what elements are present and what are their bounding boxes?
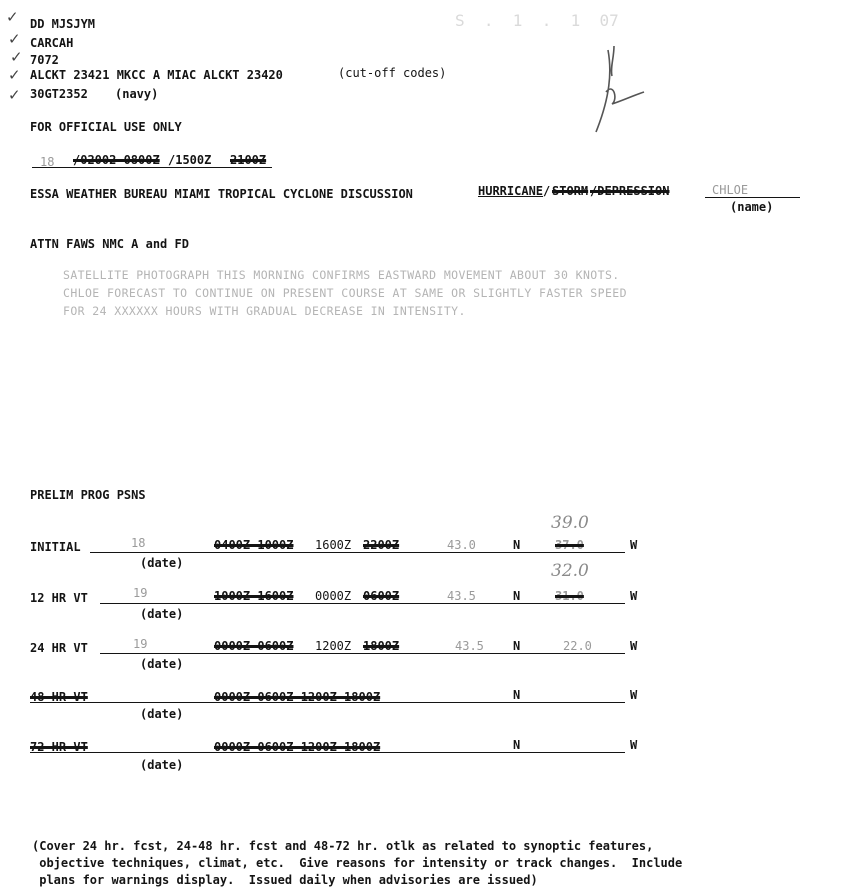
time-underline xyxy=(32,167,272,168)
row-label-12hr: 12 HR VT xyxy=(30,591,88,605)
row-underline-72hr xyxy=(30,752,625,753)
storm-name: CHLOE xyxy=(712,183,749,197)
faint-date-stamp: S . 1 . 1 07 xyxy=(455,11,619,30)
row-lon-hand-initial: 39.0 xyxy=(551,513,589,533)
row-time-24hr: 1200Z xyxy=(315,639,352,653)
row-times-72hr: 0000Z 0600Z 1200Z 1800Z xyxy=(214,740,381,754)
discussion-body-line-2: CHLOE FORECAST TO CONTINUE ON PRESENT COURSE AT SAME OR SLIGHTLY FASTER SPEED xyxy=(63,286,627,300)
row-label-24hr: 24 HR VT xyxy=(30,641,88,655)
type-depression: /DEPRESSION xyxy=(590,184,670,198)
row-lon-struck-12hr: 31.0 xyxy=(555,589,584,603)
row-date-24hr: 19 xyxy=(133,637,148,651)
row-label-72hr: 72 HR VT xyxy=(30,740,88,754)
row-times-struck-a-initial: 0400Z 1000Z xyxy=(214,538,294,552)
row-date-label-12hr: (date) xyxy=(140,607,184,621)
routing-line-2: CARCAH xyxy=(30,36,74,50)
attn-line: ATTN FAWS NMC A and FD xyxy=(30,237,189,251)
row-w-12hr: W xyxy=(630,589,638,603)
row-date-label-72hr: (date) xyxy=(140,758,184,772)
row-w-initial: W xyxy=(630,538,638,552)
handwritten-signature-icon xyxy=(588,42,648,142)
row-n-48hr: N xyxy=(513,688,521,702)
footer-line-1: (Cover 24 hr. fcst, 24-48 hr. fcst and 48-72 hr. otlk as related to synoptic features, xyxy=(32,839,654,853)
struck-times-a: /02002-0800Z xyxy=(73,153,160,167)
routing-line-5: 30GT2352 xyxy=(30,87,88,101)
name-underline xyxy=(705,197,800,198)
discussion-body-line-1: SATELLITE PHOTOGRAPH THIS MORNING CONFIRMS EASTWARD MOVEMENT ABOUT 30 KNOTS. xyxy=(63,268,620,282)
row-label-initial: INITIAL xyxy=(30,540,81,554)
row-underline-24hr xyxy=(100,653,625,654)
discussion-day: 18 xyxy=(40,155,55,169)
footer-line-3: plans for warnings display. Issued daily when advisories are issued) xyxy=(32,873,538,887)
type-slash: / xyxy=(543,184,551,198)
row-lat-24hr: 43.5 xyxy=(455,639,484,653)
issue-time: /1500Z xyxy=(168,153,212,167)
row-lon-hand-24hr: 22.0 xyxy=(563,639,592,653)
type-storm: STORM xyxy=(552,184,589,198)
type-hurricane: HURRICANE xyxy=(478,184,544,198)
footer-line-2: objective techniques, climat, etc. Give reasons for intensity or track changes. Include xyxy=(32,856,683,870)
row-lat-12hr: 43.5 xyxy=(447,589,476,603)
check-mark-icon: ✓ xyxy=(8,30,21,48)
cutoff-codes-note: (cut-off codes) xyxy=(338,66,447,80)
row-time-12hr: 0000Z xyxy=(315,589,352,603)
row-time-initial: 1600Z xyxy=(315,538,352,552)
row-n-initial: N xyxy=(513,538,521,552)
row-times-48hr: 0000Z 0600Z 1200Z 1800Z xyxy=(214,690,381,704)
routing-line-1: DD MJSJYM xyxy=(30,17,96,31)
row-times-struck-b-24hr: 1800Z xyxy=(363,639,400,653)
struck-times-b: 2100Z xyxy=(230,153,267,167)
row-w-24hr: W xyxy=(630,639,638,653)
row-n-24hr: N xyxy=(513,639,521,653)
row-times-struck-a-24hr: 0000Z 0600Z xyxy=(214,639,294,653)
navy-note: (navy) xyxy=(115,87,159,101)
check-mark-icon: ✓ xyxy=(6,8,19,26)
discussion-body-line-3: FOR 24 XXXXXX HOURS WITH GRADUAL DECREASE IN INTENSITY. xyxy=(63,304,466,318)
prelim-heading: PRELIM PROG PSNS xyxy=(30,488,146,502)
name-label: (name) xyxy=(730,200,774,214)
check-mark-icon: ✓ xyxy=(10,48,23,66)
row-date-label-24hr: (date) xyxy=(140,657,184,671)
row-date-label-initial: (date) xyxy=(140,556,184,570)
row-n-12hr: N xyxy=(513,589,521,603)
row-underline-initial xyxy=(90,552,625,553)
row-times-struck-b-12hr: 0600Z xyxy=(363,589,400,603)
discussion-header: ESSA WEATHER BUREAU MIAMI TROPICAL CYCLONE DISCUSSION xyxy=(30,187,413,201)
check-mark-icon: ✓ xyxy=(8,66,21,84)
row-times-struck-b-initial: 2200Z xyxy=(363,538,400,552)
row-w-72hr: W xyxy=(630,738,638,752)
row-w-48hr: W xyxy=(630,688,638,702)
official-use-only: FOR OFFICIAL USE ONLY xyxy=(30,120,182,134)
row-underline-48hr xyxy=(30,702,625,703)
row-underline-12hr xyxy=(100,603,625,604)
row-label-48hr: 48 HR VT xyxy=(30,690,88,704)
row-times-struck-a-12hr: 1000Z 1600Z xyxy=(214,589,294,603)
check-mark-icon: ✓ xyxy=(8,86,21,104)
row-date-12hr: 19 xyxy=(133,586,148,600)
row-lon-hand-12hr: 32.0 xyxy=(551,561,589,581)
row-n-72hr: N xyxy=(513,738,521,752)
row-date-label-48hr: (date) xyxy=(140,707,184,721)
row-date-initial: 18 xyxy=(131,536,146,550)
row-lon-struck-initial: 37.0 xyxy=(555,538,584,552)
routing-line-4: ALCKT 23421 MKCC A MIAC ALCKT 23420 xyxy=(30,68,283,82)
row-lat-initial: 43.0 xyxy=(447,538,476,552)
routing-line-3: 7072 xyxy=(30,53,59,67)
